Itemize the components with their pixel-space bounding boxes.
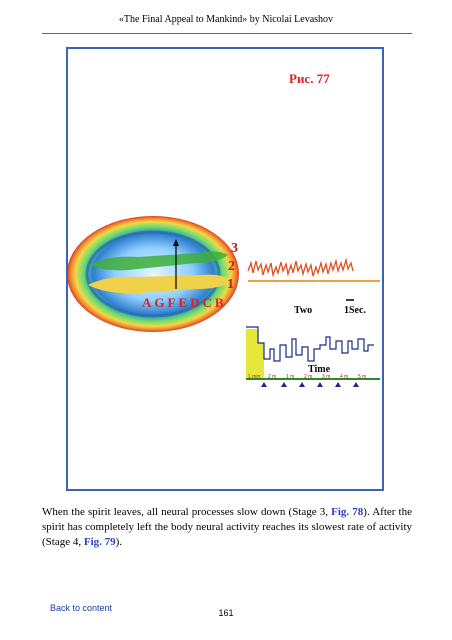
tick-2: 2 m xyxy=(268,374,277,380)
figure-illustration xyxy=(68,49,382,489)
label-two: Two xyxy=(294,305,313,316)
body-letters: AGFEDCB xyxy=(142,295,227,310)
figure-77 xyxy=(66,47,384,491)
tick-5: 3 m xyxy=(322,374,331,380)
header-divider xyxy=(42,33,412,34)
level-1: 1 xyxy=(227,277,234,292)
fig-78-link[interactable]: Fig. 78 xyxy=(331,506,364,518)
caption-text-1: When the spirit leaves, all neural processes slow down (Stage 3, xyxy=(42,506,332,518)
level-2: 2 xyxy=(228,259,235,274)
label-time: Time xyxy=(308,364,331,375)
slow-wave-fill xyxy=(246,329,264,379)
caption-text-2: ). After the spirit has completely left the body neural activity reaches its slowest rate of activity (Stage 4, xyxy=(42,506,412,548)
fast-wave xyxy=(248,260,353,276)
slow-wave xyxy=(246,327,374,361)
tick-3: 1 m xyxy=(286,374,295,380)
page-number: 161 xyxy=(218,608,234,618)
caption-paragraph xyxy=(42,505,412,550)
tick-arrows xyxy=(261,382,359,387)
tick-7: 5 m xyxy=(358,374,367,380)
level-3: 3 xyxy=(231,241,238,256)
back-to-content-link[interactable]: Back to content xyxy=(50,603,113,613)
tick-6: 4 m xyxy=(340,374,349,380)
page-header: «The Final Appeal to Mankind» by Nicolai Levashov xyxy=(118,14,334,25)
label-sec: 1Sec. xyxy=(344,305,366,316)
fig-79-link[interactable]: Fig. 79 xyxy=(83,536,116,548)
figure-label: Рис. 77 xyxy=(289,71,330,86)
tick-1: 1 min xyxy=(248,374,261,380)
caption-text-3: ). xyxy=(115,536,123,548)
tick-4: 2 m xyxy=(304,374,313,380)
